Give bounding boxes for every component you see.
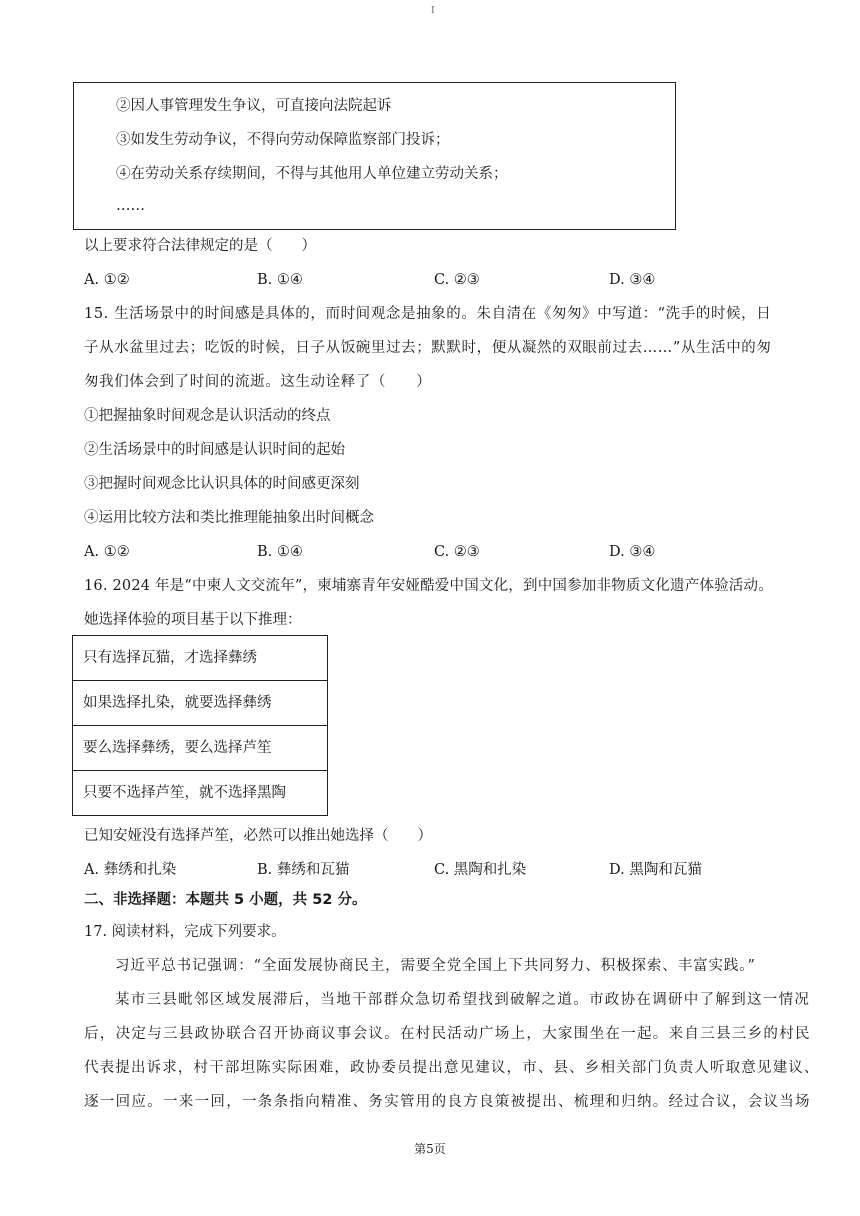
q14-option-c[interactable]: C. ②③ [434,272,480,288]
q17-intro: 17. 阅读材料，完成下列要求。 [84,924,286,940]
reasoning-table [72,635,328,816]
q15-statement: ④运用比较方法和类比推理能抽象出时间概念 [84,510,374,526]
page-number: 第5页 [414,1142,446,1156]
q16-option-d[interactable]: D. 黑陶和瓦猫 [609,862,702,878]
requirements-box [73,82,676,230]
q15-stem-line: 15. 生活场景中的时间感是具体的，而时间观念是抽象的。朱自清在《匆匆》中写道：“洗手的时候，日 [84,306,772,322]
q17-material-line: 后，决定与三县政协联合召开协商议事会议。在村民活动广场上，大家围坐在一起。来自三县三乡的村民 [84,1026,811,1042]
q15-stem-line: 匆我们体会到了时间的流逝。这生动诠释了（ ） [84,374,432,390]
q14-option-d[interactable]: D. ③④ [609,272,656,288]
q15-stem-line: 子从水盆里过去；吃饭的时候，日子从饭碗里过去；默默时，便从凝然的双眼前过去……”从生活中的匆 [84,340,772,356]
box-item: ③如发生劳动争议，不得向劳动保障监察部门投诉； [116,132,450,148]
table-row [73,681,328,726]
box-item: ②因人事管理发生争议，可直接向法院起诉 [116,98,392,114]
q15-options [84,542,784,562]
q14-options [84,270,784,290]
section-heading: 二、非选择题：本题共 5 小题，共 52 分。 [84,892,367,908]
q17-quote: 习近平总书记强调：“全面发展协商民主，需要全党全国上下共同努力、积极探索、丰富实践。” [115,958,756,974]
q15-option-a[interactable]: A. ①② [84,544,130,560]
table-cell: 只要不选择芦笙，就不选择黑陶 [73,771,328,816]
q15-statement: ②生活场景中的时间感是认识时间的起始 [84,442,345,458]
q15-statement: ①把握抽象时间观念是认识活动的终点 [84,408,331,424]
q14-option-b[interactable]: B. ①④ [257,272,303,288]
q15-option-b[interactable]: B. ①④ [257,544,303,560]
table-row [73,726,328,771]
page-top-mark: I [431,6,435,16]
q15-statement: ③把握时间观念比认识具体的时间感更深刻 [84,476,360,492]
q17-material-line: 逐一回应。一来一回，一条条指向精准、务实管用的良方良策被提出、梳理和归纳。经过合议，会议当场 [84,1094,811,1110]
box-item: …… [116,198,145,214]
q16-options [84,860,784,880]
q16-option-b[interactable]: B. 彝绣和瓦猫 [257,862,350,878]
q15-option-d[interactable]: D. ③④ [609,544,656,560]
q16-stem-tail: 已知安娅没有选择芦笙，必然可以推出她选择（ ） [84,828,432,844]
q17-material-line: 代表提出诉求，村干部坦陈实际困难，政协委员提出意见建议，市、县、乡相关部门负责人听取意见建议、 [84,1060,820,1076]
table-row [73,636,328,681]
q16-stem-line: 16. 2024 年是“中柬人文交流年”，柬埔寨青年安娅酷爱中国文化，到中国参加非物质文化遗产体验活动。 [84,578,773,594]
q16-stem-line: 她选择体验的项目基于以下推理： [84,612,302,628]
table-cell: 如果选择扎染，就要选择彝绣 [73,681,328,726]
q14-stem-tail: 以上要求符合法律规定的是（ ） [84,238,316,254]
q16-option-c[interactable]: C. 黑陶和扎染 [434,862,527,878]
table-row [73,771,328,816]
table-cell: 只有选择瓦猫，才选择彝绣 [73,636,328,681]
q16-option-a[interactable]: A. 彝绣和扎染 [84,862,177,878]
q14-option-a[interactable]: A. ①② [84,272,130,288]
box-item: ④在劳动关系存续期间，不得与其他用人单位建立劳动关系； [116,166,508,182]
table-cell: 要么选择彝绣，要么选择芦笙 [73,726,328,771]
q17-material-line: 某市三县毗邻区域发展滞后，当地干部群众急切希望找到破解之道。市政协在调研中了解到这一情况 [115,992,811,1008]
q15-option-c[interactable]: C. ②③ [434,544,480,560]
